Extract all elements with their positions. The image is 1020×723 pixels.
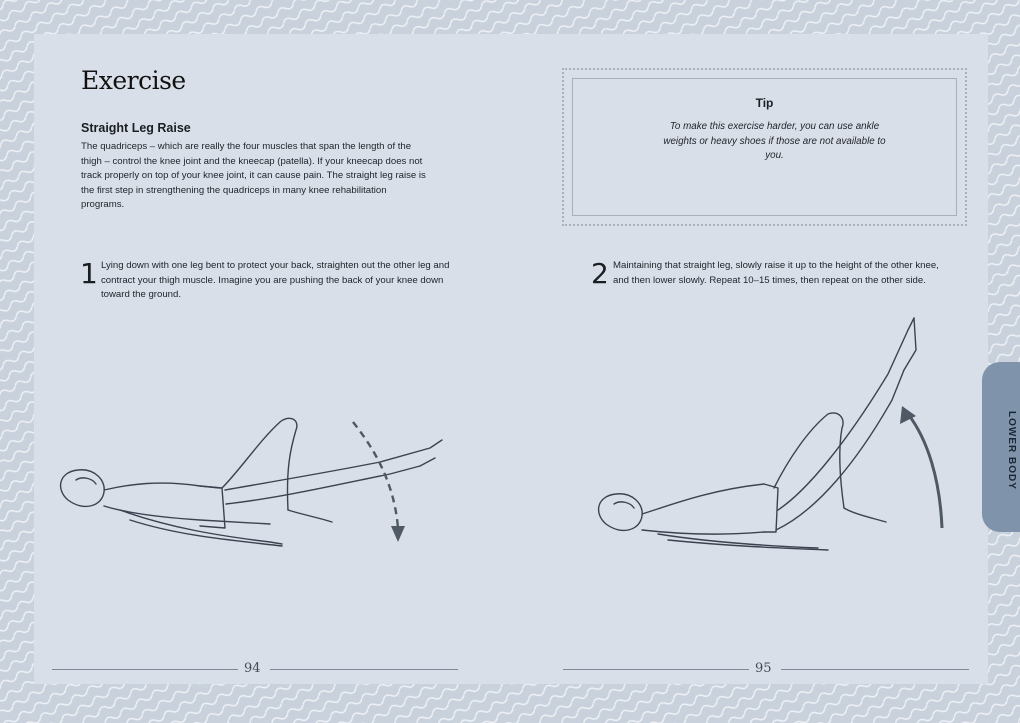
curved-up-arrow-icon — [900, 406, 942, 528]
page-number-right: 95 — [755, 661, 772, 676]
intro-paragraph: The quadriceps – which are really the four muscles that span the length of the thigh – control the knee joint and the kneecap (patella). If your kneecap does not track properly on top of your knee joint, it can cause pain. The straight leg raise is the first step in strengthening the quadriceps in many knee rehabilitation programs. — [81, 141, 426, 211]
step-2-number: 2 — [591, 257, 609, 290]
exercise-subheading: Straight Leg Raise — [81, 121, 191, 135]
step-2-text: Maintaining that straight leg, slowly raise it up to the height of the other knee, and then lower slowly. Repeat 10–15 times, then repeat on the other side. — [613, 260, 939, 286]
tip-title: Tip — [755, 96, 774, 110]
page-title: Exercise — [81, 66, 186, 95]
dashed-down-arrow-icon — [353, 422, 398, 528]
tip-text: To make this exercise harder, you can use ankle weights or heavy shoes if those are not available to you. — [663, 121, 886, 161]
section-tab-label: LOWER BODY — [1006, 410, 1017, 490]
section-tab[interactable] — [982, 362, 1020, 532]
step-1-illustration — [50, 410, 450, 550]
footer-rule-left-a — [52, 669, 238, 670]
step-1-number: 1 — [80, 257, 98, 290]
step-1-text: Lying down with one leg bent to protect your back, straighten out the other leg and contract your thigh muscle. Imagine you are pushing the back of your knee down toward the ground. — [101, 260, 450, 300]
footer-rule-left-b — [270, 669, 458, 670]
page-number-left: 94 — [244, 661, 261, 676]
footer-rule-right-b — [781, 669, 969, 670]
footer-rule-right-a — [563, 669, 749, 670]
tip-box — [562, 68, 967, 226]
step-2-illustration — [588, 310, 963, 555]
